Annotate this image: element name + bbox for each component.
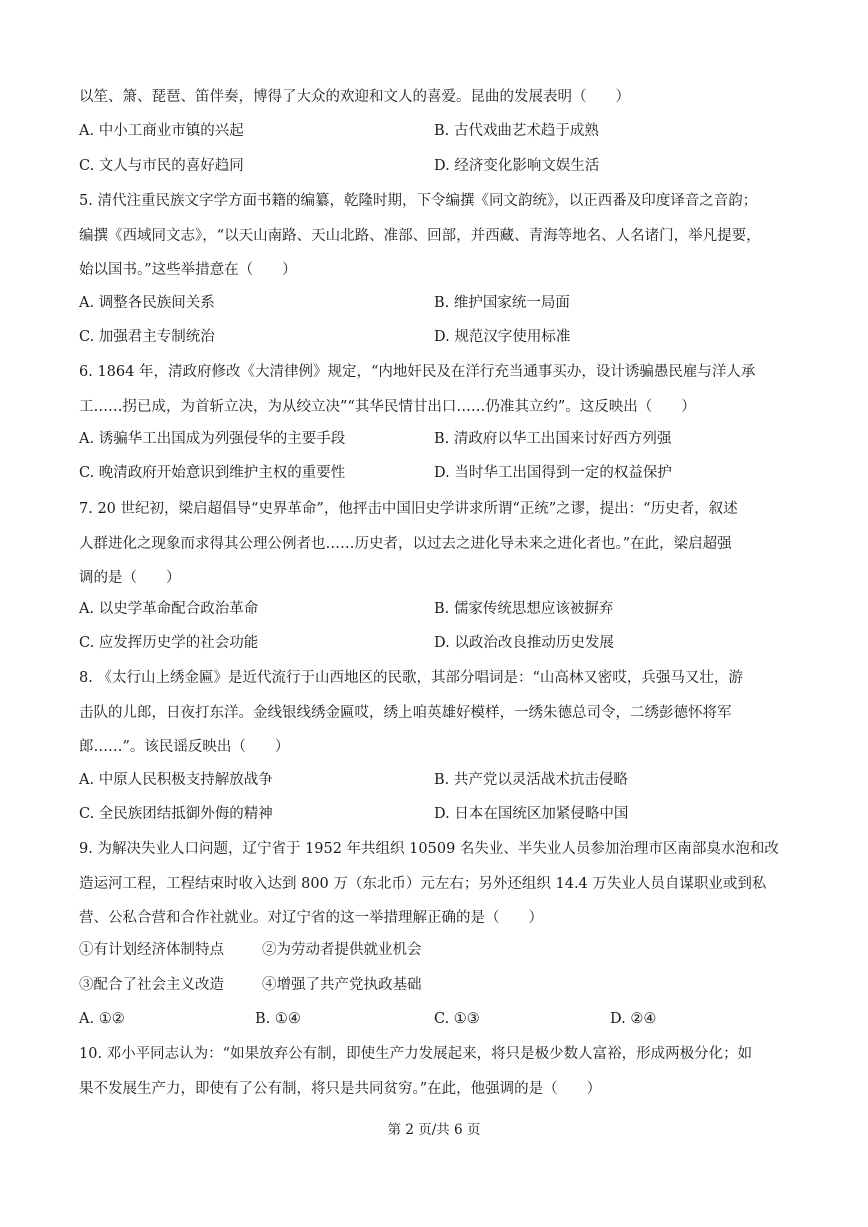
q4-line: 以笙、箫、琵琶、笛伴奏，博得了大众的欢迎和文人的喜爱。昆曲的发展表明（ ） — [79, 89, 630, 105]
q6-option-d: D. 当时华工出国得到一定的权益保护 — [434, 465, 672, 481]
q10-line-2: 果不发展生产力，即使有了公有制，将只是共同贫穷。”在此，他强调的是（ ） — [79, 1080, 602, 1097]
q8-line-1: 8. 《太行山上绣金匾》是近代流行于山西地区的民歌，其部分唱词是：“山高林又密哎，兵强马又壮，游 — [79, 670, 743, 686]
q4-option-a: A. 中小工商业市镇的兴起 — [79, 123, 244, 139]
q9-line-3: 营、公私合营和合作社就业。对辽宁省的这一举措理解正确的是（ ） — [79, 910, 543, 926]
q7-option-a: A. 以史学革命配合政治革命 — [79, 601, 259, 617]
q5-line-1: 5. 清代注重民族文字学方面书籍的编纂，乾隆时期，下令编撰《同文韵统》，以正西番及印度译音之音韵； — [79, 193, 758, 209]
q8-option-b: B. 共产党以灵活战术抗击侵略 — [434, 772, 628, 788]
q5-option-d: D. 规范汉字使用标准 — [434, 329, 571, 345]
q9-line-2: 造运河工程，工程结束时收入达到 800 万（东北币）元左右；另外还组织 14.4 万失业人员自谋职业或到私 — [79, 875, 767, 892]
q7-line-2: 人群进化之现象而求得其公理公例者也……历史者，以过去之进化导未来之进化者也。”在此，梁启超强 — [79, 535, 732, 552]
q9-stem — [79, 832, 791, 936]
q7-option-d: D. 以政治改良推动历史发展 — [434, 635, 614, 651]
q8-line-3: 郎……”。该民谣反映出（ ） — [79, 739, 290, 755]
q4-option-b: B. 古代戏曲艺术趋于成熟 — [434, 123, 599, 139]
q6-option-b: B. 清政府以华工出国来讨好西方列强 — [434, 431, 672, 447]
page-number-footer: 第 2 页/共 6 页 — [387, 1122, 481, 1138]
q4-stem-tail — [79, 80, 791, 115]
q7-option-c: C. 应发挥历史学的社会功能 — [79, 635, 259, 651]
q9-option-d: D. ②④ — [610, 1011, 657, 1027]
q8-line-2: 击队的儿郎，日夜打东洋。金线银线绣金匾哎，绣上咱英雄好模样，一绣朱德总司令，二绣彭德怀将军 — [79, 704, 732, 721]
q10-stem — [79, 1037, 791, 1106]
q9-option-c: C. ①③ — [434, 1011, 480, 1027]
q6-stem — [79, 355, 791, 424]
q6-option-a: A. 诱骗华工出国成为列强侵华的主要手段 — [79, 431, 346, 447]
q7-option-b: B. 儒家传统思想应该被摒弃 — [434, 601, 614, 617]
q5-line-3: 始以国书。”这些举措意在（ ） — [79, 262, 297, 278]
q6-option-c: C. 晚清政府开始意识到维护主权的重要性 — [79, 465, 346, 481]
q9-statement-2: ②为劳动者提供就业机会 — [262, 942, 422, 958]
q7-line-3: 调的是（ ） — [79, 570, 181, 586]
q5-option-c: C. 加强君主专制统治 — [79, 329, 215, 345]
q5-option-a: A. 调整各民族间关系 — [79, 295, 215, 311]
q9-statement-1: ①有计划经济体制特点 — [79, 942, 224, 958]
q9-option-b: B. ①④ — [255, 1011, 301, 1027]
q8-option-c: C. 全民族团结抵御外侮的精神 — [79, 806, 273, 822]
q6-line-1: 6. 1864 年，清政府修改《大清律例》规定，“内地奸民及在洋行充当通事买办，设计诱骗愚民雇与洋人承 — [79, 364, 756, 380]
q5-stem — [79, 184, 791, 288]
q10-line-1: 10. 邓小平同志认为：“如果放弃公有制，即使生产力发展起来，将只是极少数人富裕，形成两极分化；如 — [79, 1046, 753, 1062]
q9-option-a: A. ①② — [79, 1011, 125, 1027]
q8-option-a: A. 中原人民积极支持解放战争 — [79, 772, 273, 788]
q9-line-1: 9. 为解决失业人口问题，辽宁省于 1952 年共组织 10509 名失业、半失业人员参加治理市区南部臭水泡和改 — [79, 841, 779, 857]
q7-stem — [79, 492, 791, 596]
q8-stem — [79, 661, 791, 765]
q9-statement-4: ④增强了共产党执政基础 — [262, 977, 422, 993]
q5-line-2: 编撰《西域同文志》，“以天山南路、天山北路、准部、回部，并西藏、青海等地名、人名诸门，举凡提要， — [79, 227, 761, 244]
q7-line-1: 7. 20 世纪初，梁启超倡导“史界革命”，他抨击中国旧史学讲求所谓“正统”之谬，提出：“历史者，叙述 — [79, 501, 738, 517]
q9-statement-3: ③配合了社会主义改造 — [79, 977, 224, 993]
q6-line-2: 工……拐已成，为首斩立决，为从绞立决”“其华民情甘出口……仍准其立约”。这反映出（ ） — [79, 398, 696, 415]
q4-option-d: D. 经济变化影响文娱生活 — [434, 158, 600, 174]
q5-option-b: B. 维护国家统一局面 — [434, 295, 570, 311]
q4-option-c: C. 文人与市民的喜好趋同 — [79, 158, 244, 174]
q8-option-d: D. 日本在国统区加紧侵略中国 — [434, 806, 629, 822]
